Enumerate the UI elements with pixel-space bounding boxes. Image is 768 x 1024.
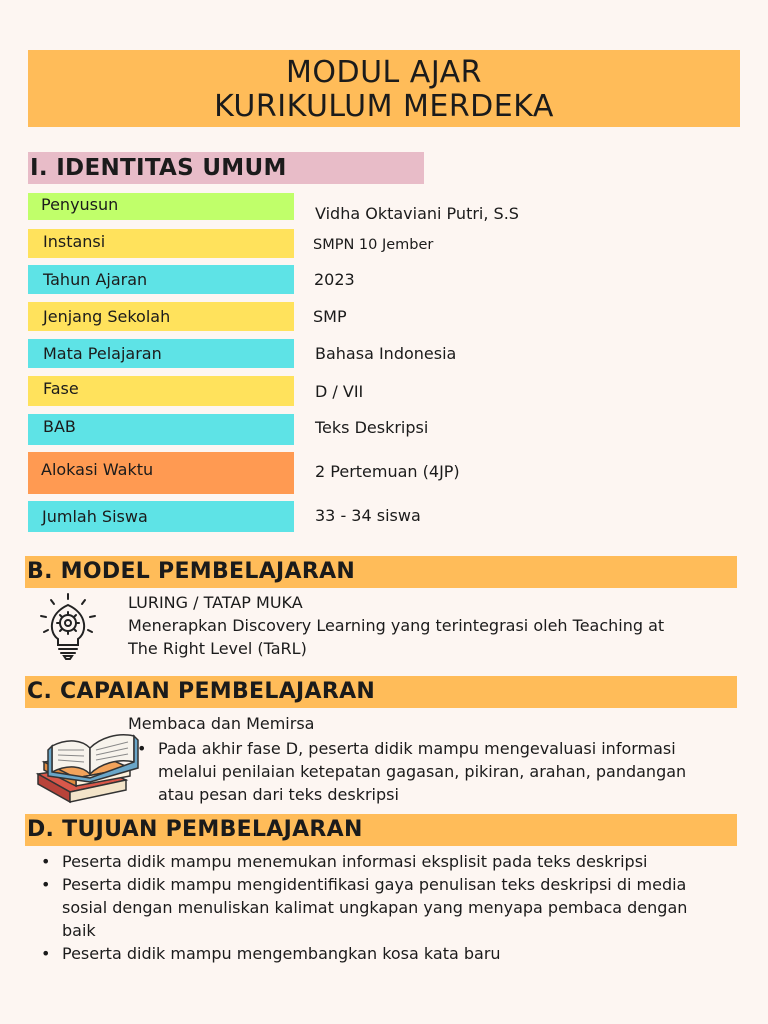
label-alokasi-waktu: Alokasi Waktu [28,452,294,494]
label-jumlah-siswa: Jumlah Siswa [28,501,294,532]
model-line-1: LURING / TATAP MUKA [128,593,303,612]
lightbulb-gear-icon [38,592,98,662]
list-item [32,873,742,942]
value-jumlah-siswa: 33 - 34 siswa [315,506,421,525]
books-icon [34,722,142,804]
label-fase: Fase [28,376,294,406]
model-line-2: Menerapkan Discovery Learning yang terintegrasi oleh Teaching at [128,616,665,635]
value-instansi: SMPN 10 Jember [313,237,434,253]
label-penyusun: Penyusun [28,193,294,220]
value-tahun-ajaran: 2023 [314,270,355,289]
tujuan-item-1-line-1: • Peserta didik mampu menemukan informasi eksplisit pada teks deskripsi [62,852,648,871]
label-tahun-ajaran: Tahun Ajaran [28,265,294,294]
tujuan-item-2-line-2: sosial dengan menuliskan kalimat ungkapan yang menyapa pembaca dengan [62,898,688,917]
tujuan-item-2-line-3: baik [62,921,96,940]
label-mata-pelajaran: Mata Pelajaran [28,339,294,368]
list-item [128,737,738,806]
value-fase: D / VII [315,382,364,401]
capaian-list [128,737,738,806]
capaian-subheading: Membaca dan Memirsa [128,714,315,733]
tujuan-heading: D. TUJUAN PEMBELAJARAN [25,814,737,846]
capaian-bullet-line-2: melalui penilaian ketepatan gagasan, pikiran, arahan, pandangan [158,762,687,781]
tujuan-item-3-line-1: • Peserta didik mampu mengembangkan kosa kata baru [62,944,501,963]
label-jenjang-sekolah: Jenjang Sekolah [28,302,294,331]
label-bab: BAB [28,414,294,445]
list-item [32,942,742,965]
value-alokasi-waktu: 2 Pertemuan (4JP) [315,462,460,481]
value-penyusun: Vidha Oktaviani Putri, S.S [315,204,519,223]
capaian-bullet-line-3: atau pesan dari teks deskripsi [158,785,399,804]
value-bab: Teks Deskripsi [315,418,429,437]
identitas-heading: I. IDENTITAS UMUM [30,155,287,181]
value-jenjang-sekolah: SMP [313,307,347,326]
model-heading: B. MODEL PEMBELAJARAN [25,556,737,588]
label-instansi: Instansi [28,229,294,258]
model-line-3: The Right Level (TaRL) [128,639,307,658]
title-line-1: MODUL AJAR [285,55,482,90]
capaian-heading: C. CAPAIAN PEMBELAJARAN [25,676,737,708]
value-mata-pelajaran: Bahasa Indonesia [315,344,457,363]
capaian-bullet-line-1: • Pada akhir fase D, peserta didik mampu mengevaluasi informasi [158,739,676,758]
document-title [28,50,740,127]
tujuan-item-2-line-1: • Peserta didik mampu mengidentifikasi gaya penulisan teks deskripsi di media [62,875,687,894]
list-item [32,850,742,873]
title-line-2: KURIKULUM MERDEKA [214,89,554,124]
tujuan-list [32,850,742,965]
